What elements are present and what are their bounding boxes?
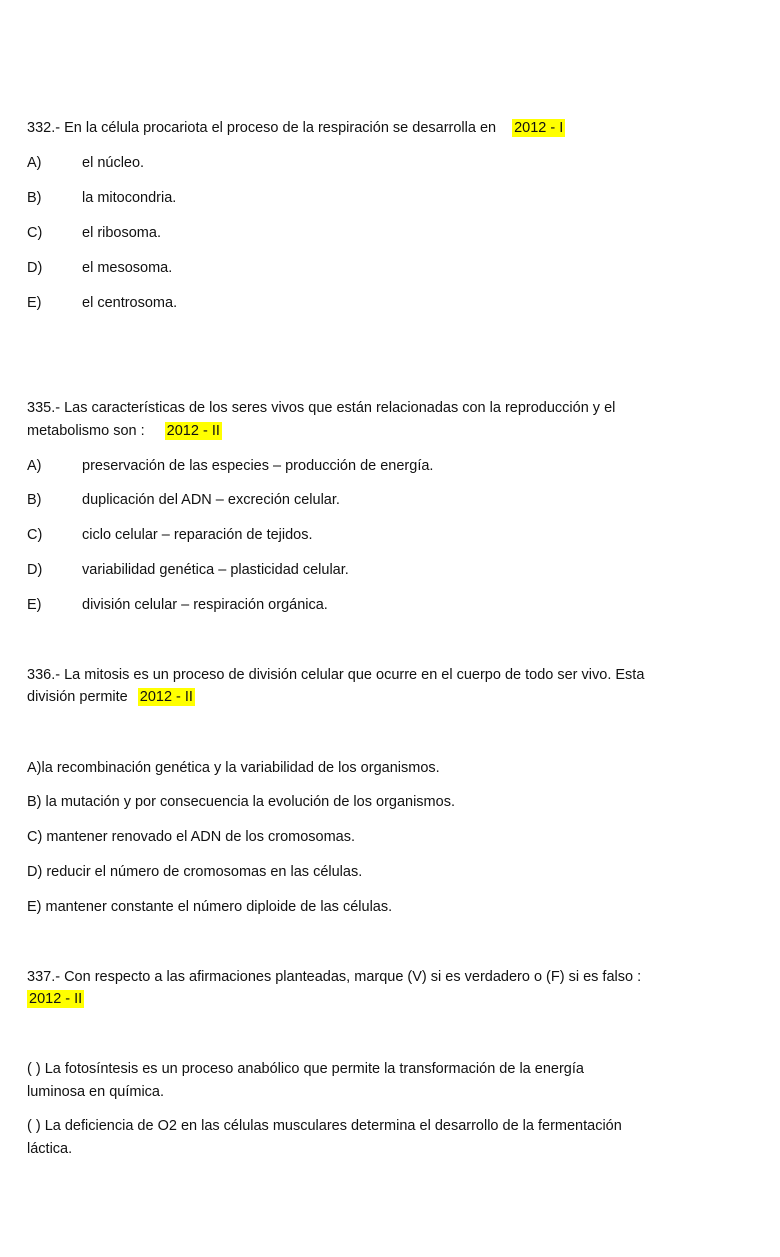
option-text: preservación de las especies – producción de energía. <box>82 458 434 474</box>
option-text: el ribosoma. <box>82 225 161 241</box>
question-335-year-badge: 2012 - II <box>166 423 220 439</box>
question-335-option-b <box>27 490 340 510</box>
option-text: duplicación del ADN – excreción celular. <box>82 492 340 508</box>
question-335-option-a <box>27 456 433 476</box>
option-letter: E) <box>27 597 42 613</box>
question-337-year-badge: 2012 - II <box>29 991 83 1007</box>
question-335-option-d <box>27 560 349 580</box>
question-337-statement-1-line-2: luminosa en química. <box>27 1084 165 1100</box>
question-332-option-b <box>27 188 176 208</box>
question-335-text: metabolismo son : <box>27 423 145 439</box>
option-text: división celular – respiración orgánica. <box>82 597 328 613</box>
question-332-option-c <box>27 223 161 243</box>
question-336-year-badge: 2012 - II <box>139 689 193 705</box>
question-336-stem-line-2 <box>27 687 195 707</box>
question-332-option-d <box>27 258 172 278</box>
question-337-statement-2-line-2: láctica. <box>27 1141 73 1157</box>
option-letter: C) <box>27 225 43 241</box>
question-337-statement-1-line-1: ( ) La fotosíntesis es un proceso anabólico que permite la transformación de la energía <box>27 1061 584 1077</box>
question-336-option-d: D) reducir el número de cromosomas en las células. <box>27 864 363 880</box>
option-letter: D) <box>27 562 43 578</box>
option-text: el núcleo. <box>82 155 145 171</box>
question-336-stem-line-1: 336.- La mitosis es un proceso de división celular que ocurre en el cuerpo de todo ser vivo. Esta <box>27 667 645 683</box>
option-text: variabilidad genética – plasticidad celular. <box>82 562 349 578</box>
question-336-option-a: A)la recombinación genética y la variabilidad de los organismos. <box>27 760 440 776</box>
option-text: el centrosoma. <box>82 295 178 311</box>
option-letter: A) <box>27 155 42 171</box>
question-336-text: división permite <box>27 689 128 705</box>
option-text: el mesosoma. <box>82 260 173 276</box>
question-335-stem-line-1: 335.- Las características de los seres vivos que están relacionadas con la reproducción y el <box>27 400 616 416</box>
option-letter: B) <box>27 190 42 206</box>
question-337-statement-2-line-1: ( ) La deficiencia de O2 en las células musculares determina el desarrollo de la fermentación <box>27 1118 622 1134</box>
option-letter: C) <box>27 527 43 543</box>
option-text: ciclo celular – reparación de tejidos. <box>82 527 313 543</box>
option-letter: D) <box>27 260 43 276</box>
question-335-option-c <box>27 525 313 545</box>
question-332-option-e <box>27 293 177 313</box>
question-332-text: 332.- En la célula procariota el proceso de la respiración se desarrolla en <box>27 120 497 136</box>
option-text: la mitocondria. <box>82 190 177 206</box>
question-336-option-e: E) mantener constante el número diploide de las células. <box>27 899 393 915</box>
question-337-year-line <box>27 989 84 1009</box>
question-337-stem: 337.- Con respecto a las afirmaciones planteadas, marque (V) si es verdadero o (F) si es falso : <box>27 969 642 985</box>
question-335-option-e <box>27 595 328 615</box>
question-336-option-c: C) mantener renovado el ADN de los cromosomas. <box>27 829 356 845</box>
question-332-stem <box>27 118 565 138</box>
option-letter: B) <box>27 492 42 508</box>
question-332-option-a <box>27 153 144 173</box>
question-335-stem-line-2 <box>27 421 222 441</box>
option-letter: A) <box>27 458 42 474</box>
option-letter: E) <box>27 295 42 311</box>
question-336-option-b: B) la mutación y por consecuencia la evolución de los organismos. <box>27 794 455 810</box>
question-332-year-badge: 2012 - I <box>514 120 564 136</box>
